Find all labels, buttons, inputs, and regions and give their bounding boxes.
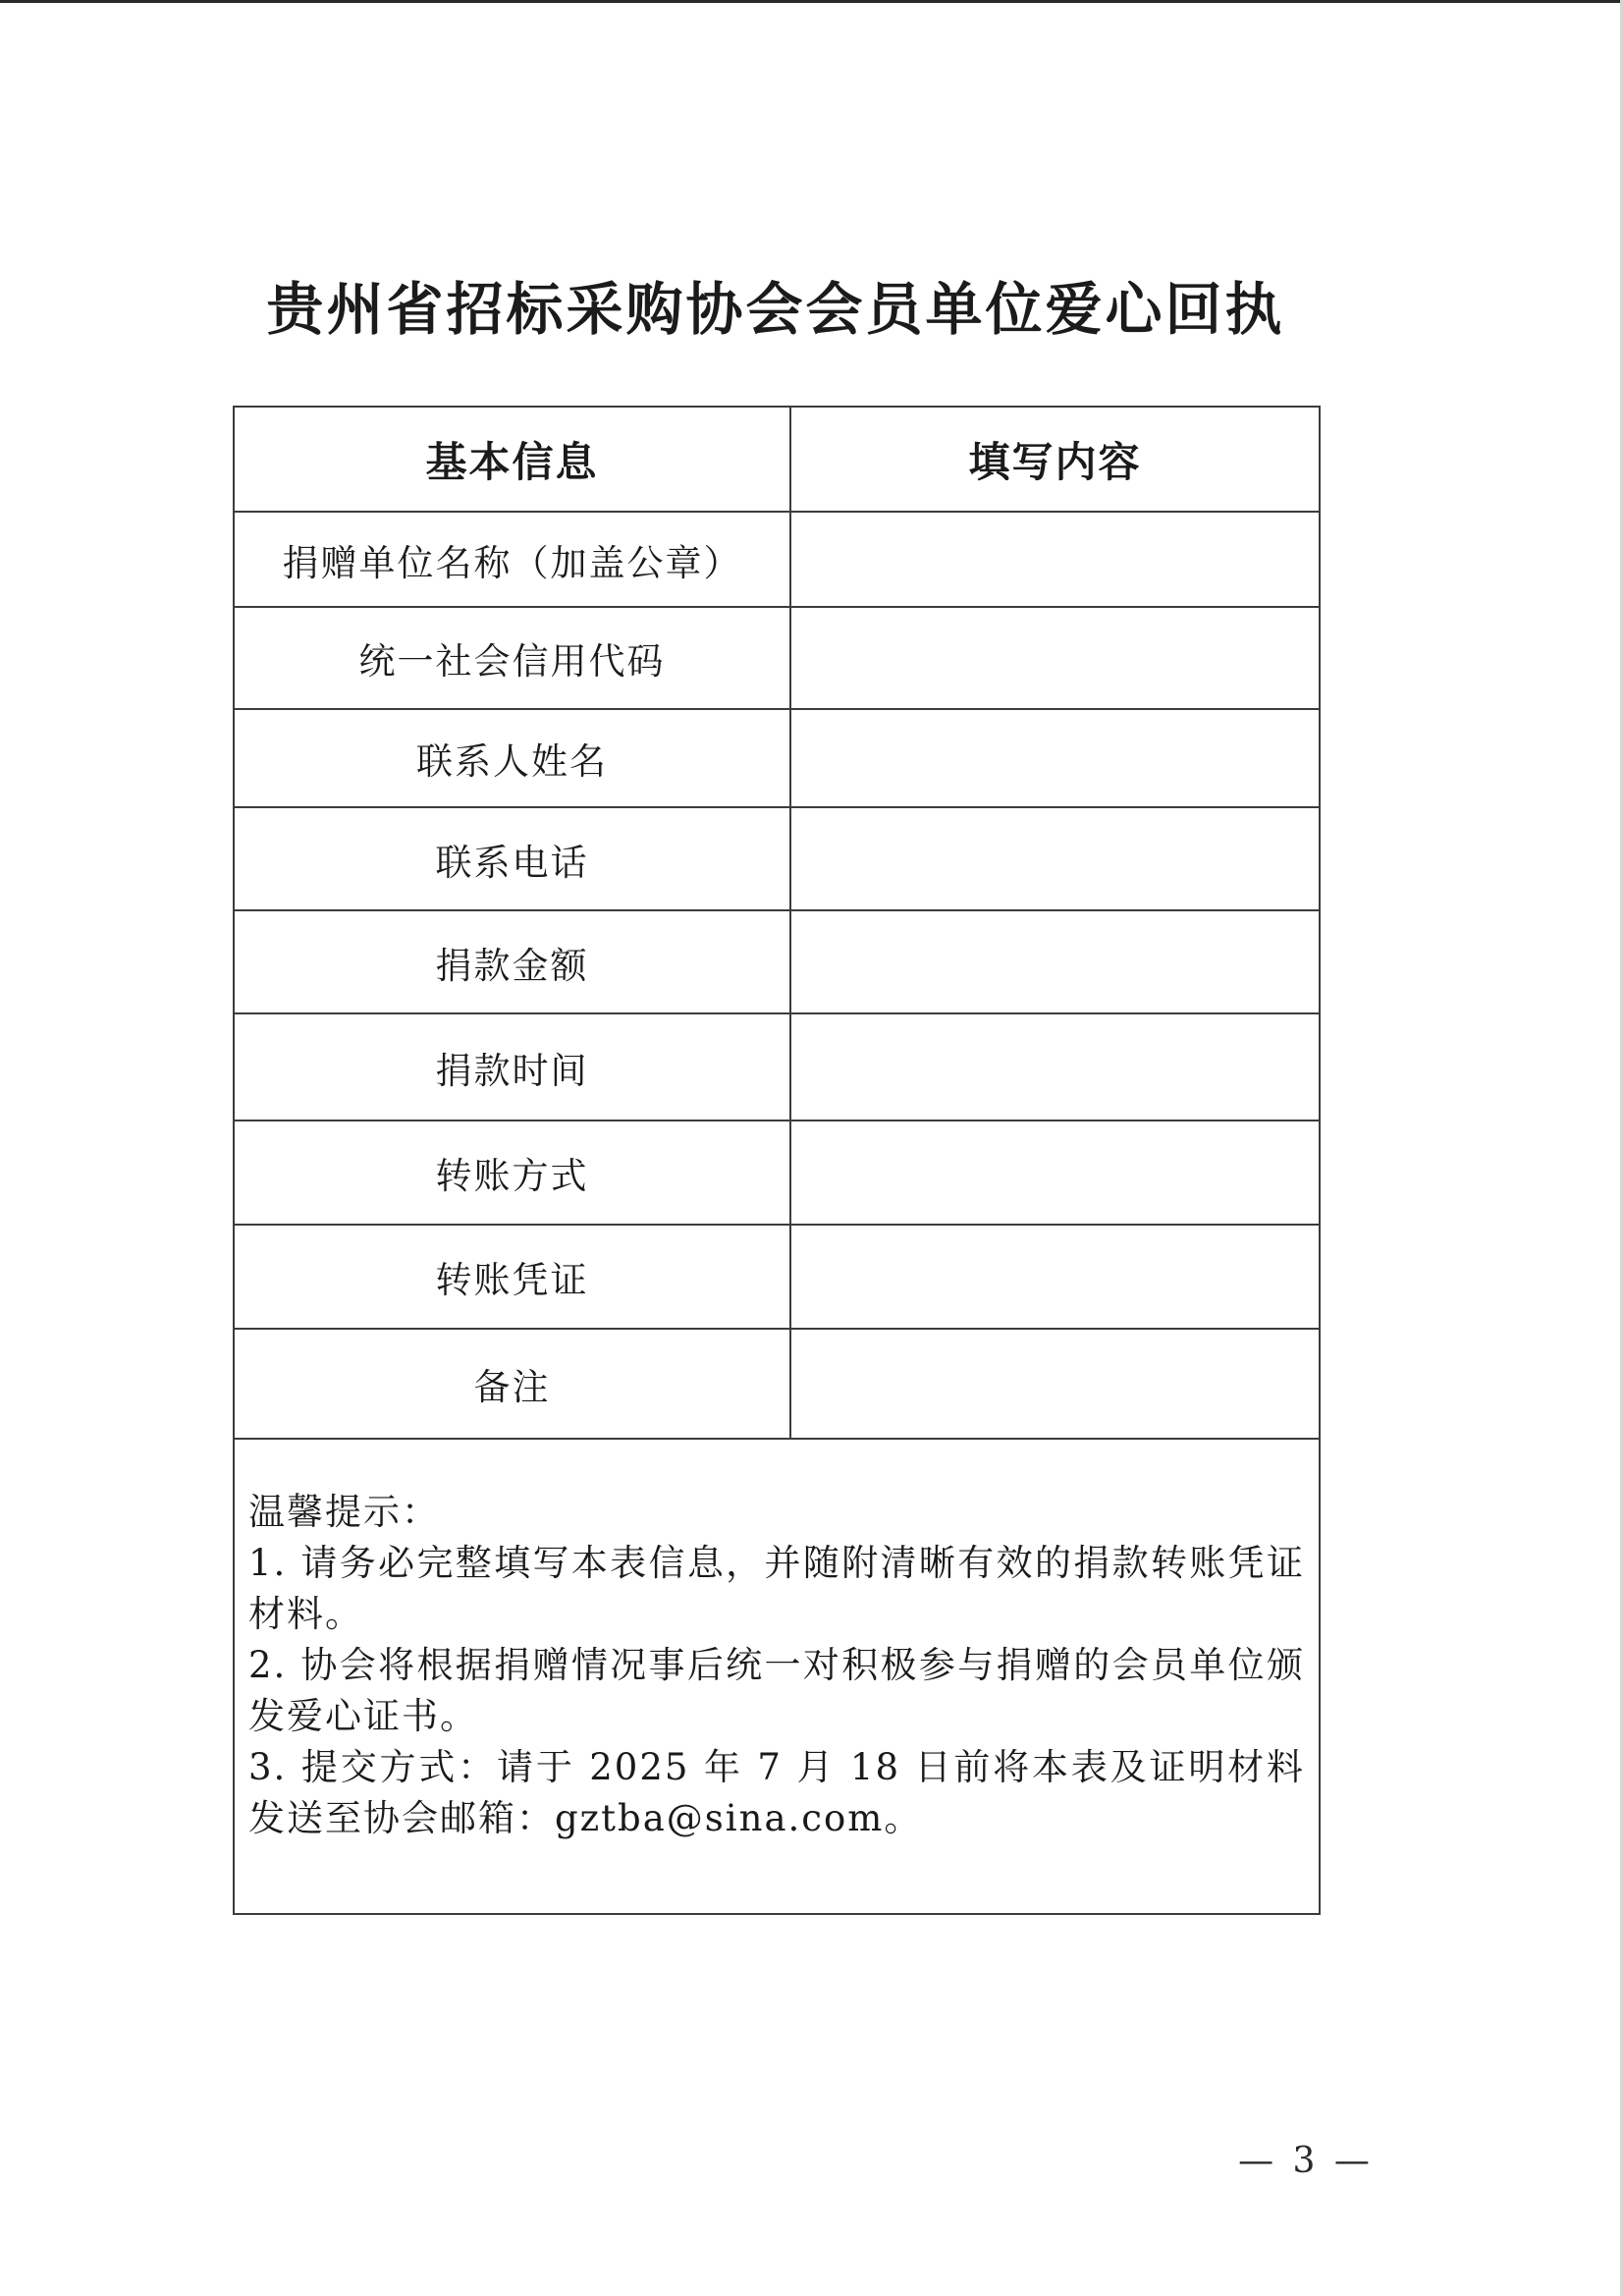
row-value-transfer-voucher[interactable] xyxy=(790,1225,1320,1329)
table-row xyxy=(234,1121,1320,1225)
row-value-contact-name[interactable] xyxy=(790,709,1320,807)
receipt-form-table xyxy=(233,406,1321,1915)
notes-cell xyxy=(234,1439,1320,1914)
row-value-donation-amount[interactable] xyxy=(790,910,1320,1013)
row-label-donation-time: 捐款时间 xyxy=(234,1013,790,1121)
row-value-credit-code[interactable] xyxy=(790,607,1320,709)
header-fill-content: 填写内容 xyxy=(790,407,1320,512)
row-value-donor-name[interactable] xyxy=(790,512,1320,607)
document-title: 贵州省招标采购协会会员单位爱心回执 xyxy=(266,276,1285,343)
note-item: 1. 请务必完整填写本表信息，并随附清晰有效的捐款转账凭证材料。 xyxy=(248,1542,1305,1635)
table-row xyxy=(234,910,1320,1013)
notes-block xyxy=(235,1440,1319,1844)
table-row xyxy=(234,807,1320,910)
row-label-transfer-voucher: 转账凭证 xyxy=(234,1225,790,1329)
row-value-contact-phone[interactable] xyxy=(790,807,1320,910)
table-header-row xyxy=(234,407,1320,512)
page-number: — 3 — xyxy=(1238,2141,1374,2181)
row-label-donation-amount: 捐款金额 xyxy=(234,910,790,1013)
row-label-remarks: 备注 xyxy=(234,1329,790,1439)
row-value-transfer-method[interactable] xyxy=(790,1121,1320,1225)
note-item: 3. 提交方式：请于 2025 年 7 月 18 日前将本表及证明材料发送至协会邮箱：gztba@sina.com。 xyxy=(248,1746,1305,1839)
header-basic-info: 基本信息 xyxy=(234,407,790,512)
row-label-donor-name: 捐赠单位名称（加盖公章） xyxy=(234,512,790,607)
table-row xyxy=(234,1225,1320,1329)
row-value-remarks[interactable] xyxy=(790,1329,1320,1439)
table-row xyxy=(234,512,1320,607)
table-row xyxy=(234,607,1320,709)
row-label-transfer-method: 转账方式 xyxy=(234,1121,790,1225)
row-label-credit-code: 统一社会信用代码 xyxy=(234,607,790,709)
table-row xyxy=(234,709,1320,807)
row-label-contact-phone: 联系电话 xyxy=(234,807,790,910)
note-item: 2. 协会将根据捐赠情况事后统一对积极参与捐赠的会员单位颁发爱心证书。 xyxy=(248,1644,1305,1737)
table-row xyxy=(234,1329,1320,1439)
table-row xyxy=(234,1013,1320,1121)
scan-edge xyxy=(0,0,1623,3)
notes-row xyxy=(234,1439,1320,1914)
notes-heading: 温馨提示： xyxy=(248,1491,440,1533)
row-label-contact-name: 联系人姓名 xyxy=(234,709,790,807)
row-value-donation-time[interactable] xyxy=(790,1013,1320,1121)
